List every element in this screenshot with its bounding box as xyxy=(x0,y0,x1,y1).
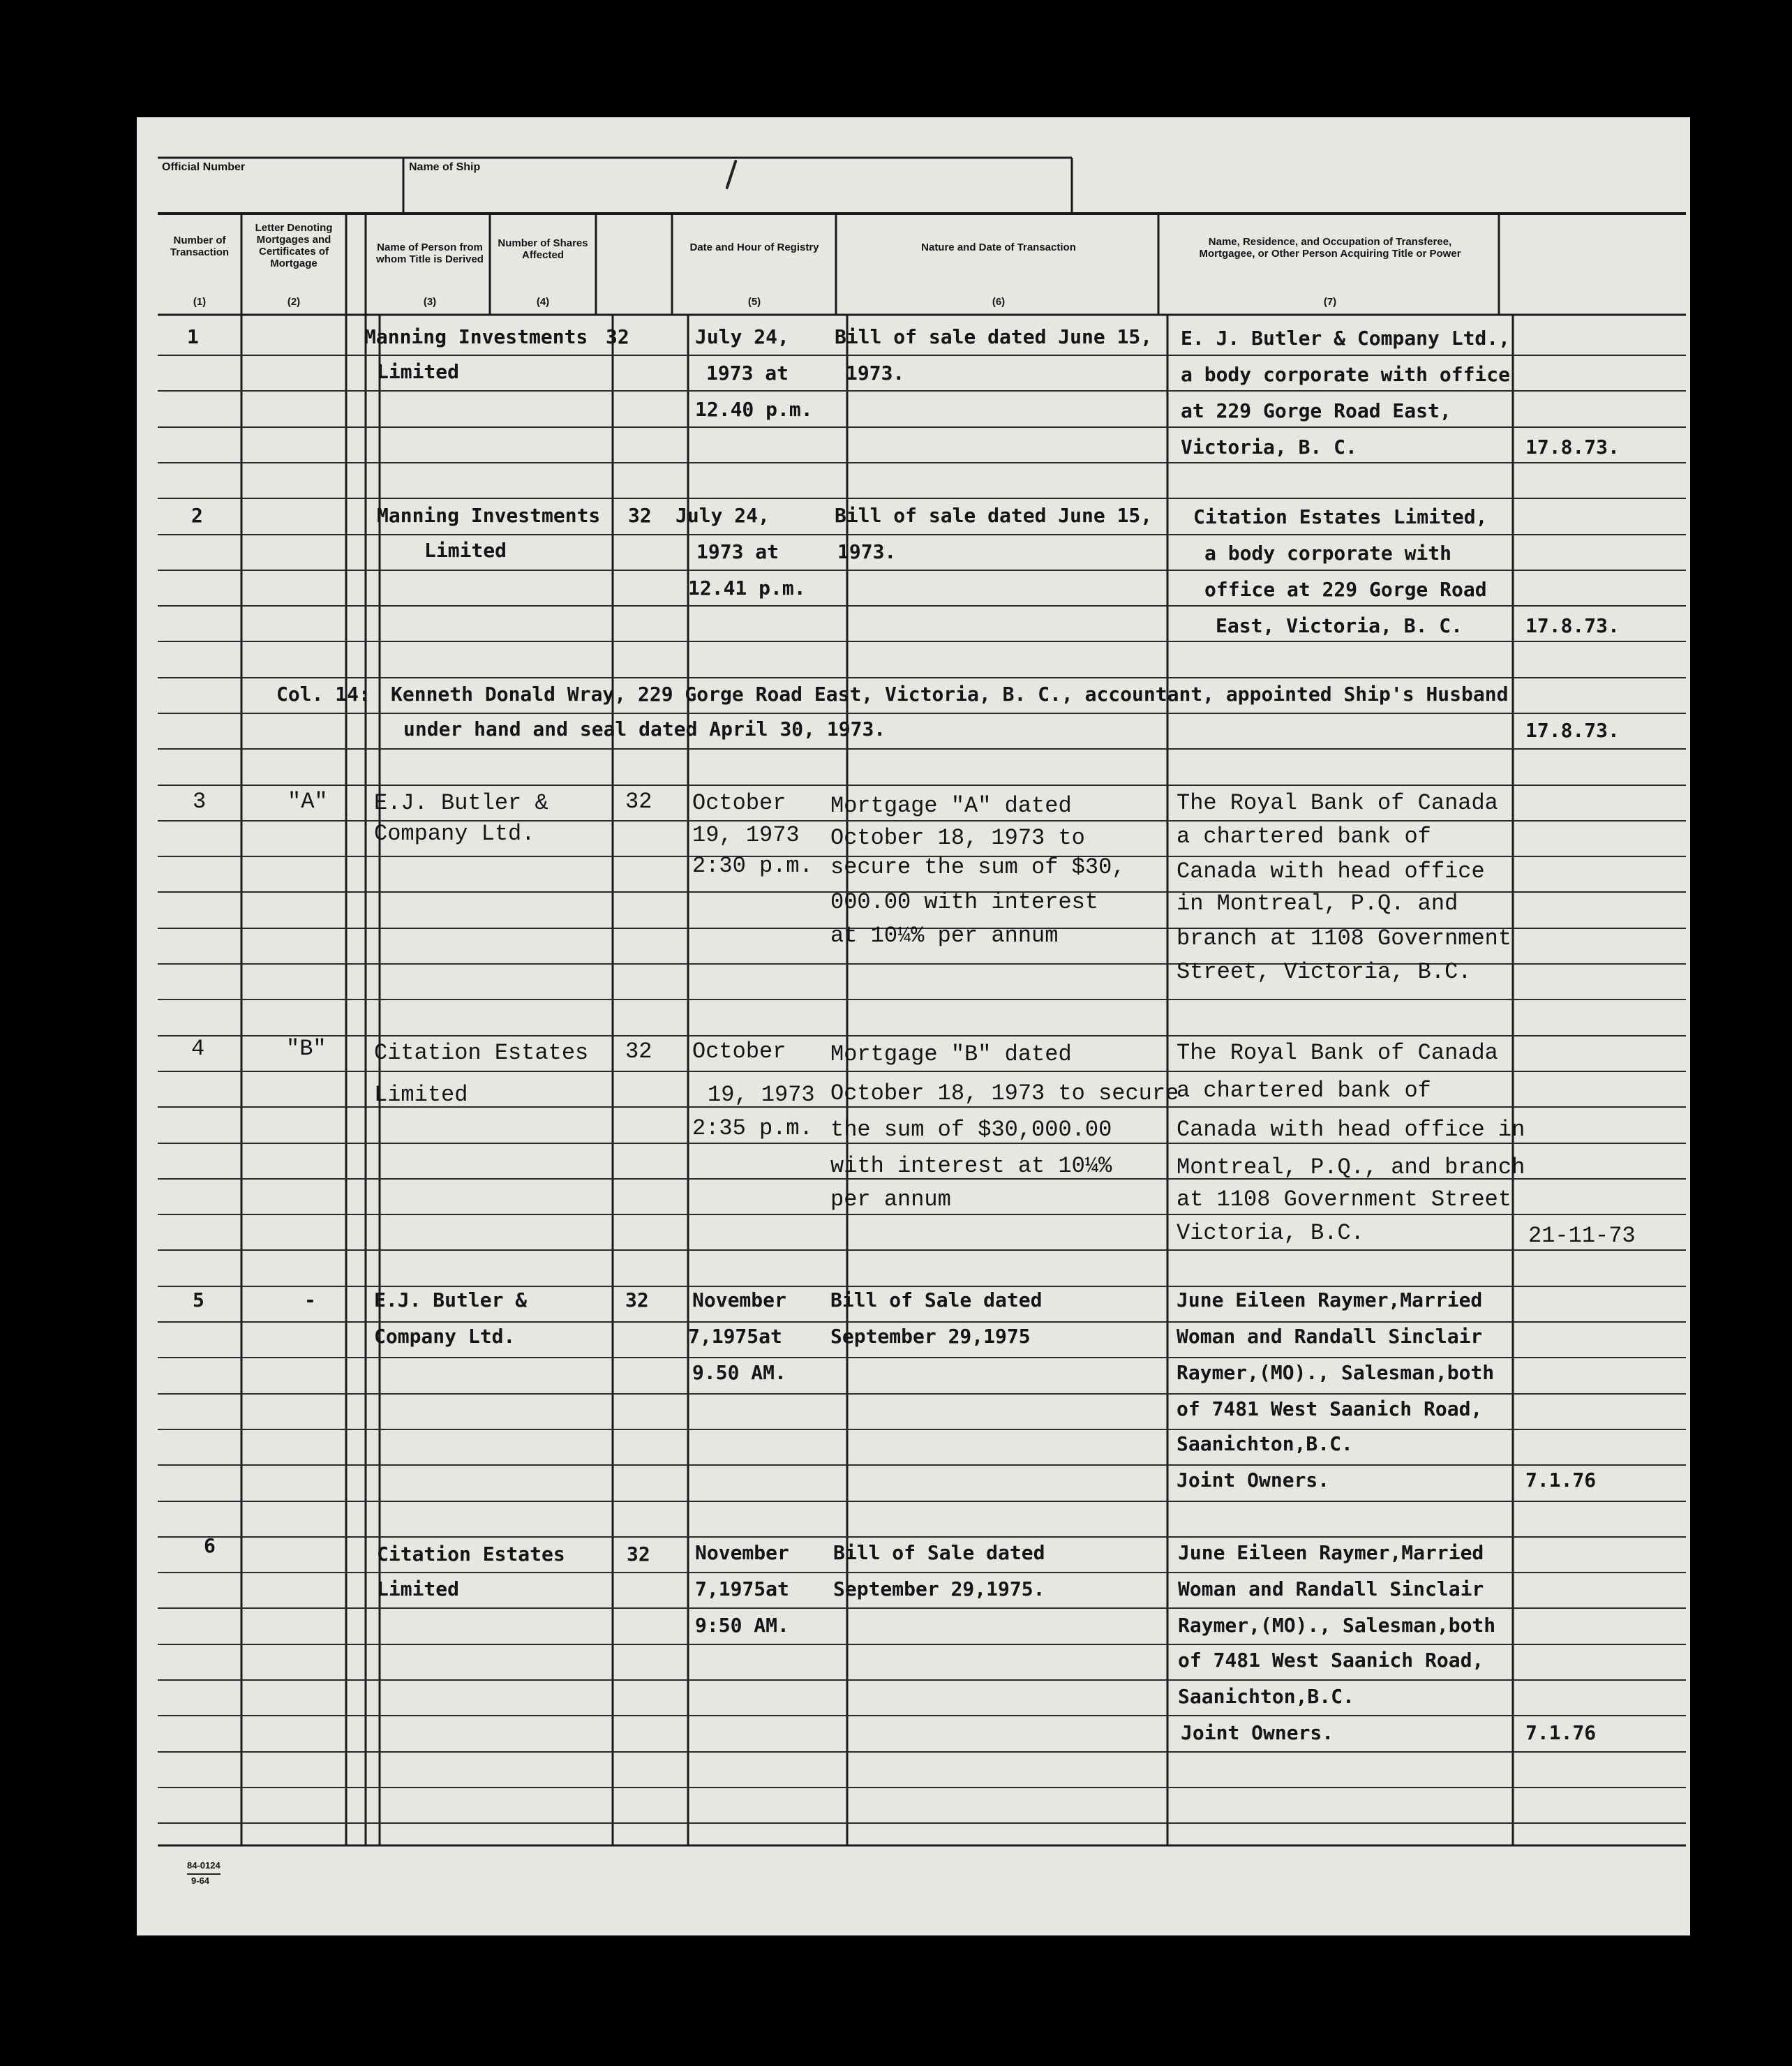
transaction-number: 5 xyxy=(193,1288,204,1311)
col-1-number: (1) xyxy=(193,296,207,308)
transferee-line: Woman and Randall Sinclair xyxy=(1177,1325,1483,1348)
form-number: 84-0124 xyxy=(187,1860,221,1871)
form-date: 9-64 xyxy=(191,1875,210,1886)
recorded-date: 17.8.73. xyxy=(1525,614,1620,637)
transferee-line: office at 229 Gorge Road xyxy=(1204,578,1487,601)
col-1-header: Number of Transaction xyxy=(170,235,230,258)
date-line: 1973 at xyxy=(696,540,779,563)
transferee-line: of 7481 West Saanich Road, xyxy=(1177,1397,1483,1420)
nature-line: September 29,1975 xyxy=(830,1325,1031,1348)
transferee-line: at 1108 Government Street xyxy=(1177,1187,1512,1212)
transferee-line: in Montreal, P.Q. and xyxy=(1177,891,1458,916)
date-line: July 24, xyxy=(675,504,770,527)
col-5-number: (5) xyxy=(747,296,761,308)
nature-line: 1973. xyxy=(846,362,905,385)
shares: 32 xyxy=(625,1039,652,1064)
date-line: 2:35 p.m. xyxy=(692,1115,813,1141)
nature-line: the sum of $30,000.00 xyxy=(830,1117,1112,1143)
transferee-line: a chartered bank of xyxy=(1177,1078,1431,1103)
transferee-line: Victoria, B. C. xyxy=(1181,436,1357,459)
col-4-header: Number of Shares Affected xyxy=(498,237,588,261)
transferee-line: Canada with head office in xyxy=(1177,1117,1525,1143)
from-line: Limited xyxy=(374,1082,468,1108)
nature-line: Mortgage "B" dated xyxy=(830,1041,1072,1067)
transferee-line: Street, Victoria, B.C. xyxy=(1177,959,1472,985)
from-line: Limited xyxy=(377,1577,460,1600)
transferee-line: a body corporate with xyxy=(1204,542,1452,565)
transferee-line: Citation Estates Limited, xyxy=(1193,505,1488,528)
recorded-date: 7.1.76 xyxy=(1525,1469,1597,1492)
nature-line: 1973. xyxy=(837,540,897,563)
transferee-line: of 7481 West Saanich Road, xyxy=(1178,1649,1484,1672)
from-line: E.J. Butler & xyxy=(374,1288,528,1311)
nature-line: Bill of Sale dated xyxy=(830,1288,1043,1311)
col-7-number: (7) xyxy=(1323,296,1337,308)
col-2-number: (2) xyxy=(287,296,301,308)
transaction-number: 2 xyxy=(191,504,203,527)
recorded-date: 21-11-73 xyxy=(1528,1223,1636,1249)
shares: 32 xyxy=(625,1288,649,1311)
nature-line: with interest at 10¼% xyxy=(830,1153,1112,1179)
transferee-line: Saanichton,B.C. xyxy=(1178,1685,1354,1708)
shares: 32 xyxy=(625,789,652,815)
from-line: Limited xyxy=(424,539,507,562)
note-line: under hand and seal dated April 30, 1973. xyxy=(403,718,886,741)
transferee-line: Joint Owners. xyxy=(1177,1469,1330,1492)
transferee-line: E. J. Butler & Company Ltd., xyxy=(1181,327,1511,350)
nature-line: October 18, 1973 to secure xyxy=(830,1080,1179,1106)
transferee-line: Victoria, B.C. xyxy=(1177,1220,1364,1246)
transferee-line: June Eileen Raymer,Married xyxy=(1178,1541,1484,1564)
transferee-line: Montreal, P.Q., and branch xyxy=(1177,1154,1525,1180)
col-6-number: (6) xyxy=(992,296,1006,308)
register-page xyxy=(137,117,1690,1935)
nature-line: at 10¼% per annum xyxy=(830,923,1059,949)
transferee-line: June Eileen Raymer,Married xyxy=(1177,1288,1483,1311)
date-line: 12.40 p.m. xyxy=(695,398,813,421)
date-line: November xyxy=(692,1288,786,1311)
from-line: Company Ltd. xyxy=(374,821,535,847)
from-line: Manning Investments xyxy=(364,325,588,348)
recorded-date: 17.8.73. xyxy=(1525,719,1620,742)
from-line: Manning Investments xyxy=(377,504,601,527)
col-3-number: (3) xyxy=(423,296,437,308)
transferee-line: The Royal Bank of Canada xyxy=(1177,1040,1498,1066)
mortgage-letter: "B" xyxy=(286,1036,327,1062)
transferee-line: a body corporate with office xyxy=(1181,363,1511,386)
transferee-line: Saanichton,B.C. xyxy=(1177,1432,1353,1455)
date-line: October xyxy=(692,1039,786,1064)
date-line: 9.50 AM. xyxy=(692,1361,786,1384)
recorded-date: 17.8.73. xyxy=(1525,436,1620,459)
date-line: 2:30 p.m. xyxy=(692,853,813,879)
date-line: 7,1975at xyxy=(695,1577,789,1600)
nature-line: Bill of sale dated June 15, xyxy=(835,504,1153,527)
recorded-date: 7.1.76 xyxy=(1525,1721,1597,1744)
transferee-line: Joint Owners. xyxy=(1181,1721,1334,1744)
note-label: Col. 14: xyxy=(276,683,371,706)
transaction-number: 1 xyxy=(187,325,199,348)
col-4-number: (4) xyxy=(536,296,550,308)
mortgage-letter: - xyxy=(304,1288,316,1311)
nature-line: per annum xyxy=(830,1187,951,1212)
date-line: 19, 1973 xyxy=(692,822,800,848)
nature-line: October 18, 1973 to xyxy=(830,825,1085,851)
nature-line: September 29,1975. xyxy=(833,1577,1045,1600)
date-line: 9:50 AM. xyxy=(695,1614,789,1637)
note-line: Kenneth Donald Wray, 229 Gorge Road East, Victoria, B. C., accountant, appointed Ship's Husband xyxy=(391,683,1509,706)
from-line: Citation Estates xyxy=(374,1040,589,1066)
transferee-line: East, Victoria, B. C. xyxy=(1216,614,1463,637)
date-line: 19, 1973 xyxy=(708,1082,815,1108)
nature-line: 000.00 with interest xyxy=(830,889,1099,915)
date-line: 7,1975at xyxy=(688,1325,782,1348)
transaction-number: 6 xyxy=(204,1534,216,1557)
col-5-header: Date and Hour of Registry xyxy=(689,241,819,253)
mortgage-letter: "A" xyxy=(288,789,328,815)
from-line: Company Ltd. xyxy=(374,1325,516,1348)
date-line: July 24, xyxy=(695,325,789,348)
transaction-number: 4 xyxy=(191,1036,205,1062)
transferee-line: Canada with head office xyxy=(1177,859,1485,884)
date-line: October xyxy=(692,790,786,816)
transferee-line: at 229 Gorge Road East, xyxy=(1181,399,1451,422)
official-number-label: Official Number xyxy=(162,161,246,173)
from-line: E.J. Butler & xyxy=(374,790,548,816)
transferee-line: Raymer,(MO)., Salesman,both xyxy=(1178,1614,1496,1637)
col-6-header: Nature and Date of Transaction xyxy=(921,241,1076,253)
nature-line: Bill of Sale dated xyxy=(833,1541,1045,1564)
shares: 32 xyxy=(627,1543,650,1566)
col-3-header: Name of Person from whom Title is Derived xyxy=(376,241,484,265)
date-line: November xyxy=(695,1541,789,1564)
col-2-header: Letter Denoting Mortgages and Certificates of Mortgage xyxy=(255,222,333,269)
nature-line: Mortgage "A" dated xyxy=(830,793,1072,819)
col-7-header: Name, Residence, and Occupation of Transferee, Mortgagee, or Other Person Acquiring Title or Power xyxy=(1199,236,1461,260)
shares: 32 xyxy=(606,325,629,348)
from-line: Limited xyxy=(377,360,460,383)
nature-line: Bill of sale dated June 15, xyxy=(835,325,1153,348)
transaction-number: 3 xyxy=(193,789,207,815)
transferee-line: The Royal Bank of Canada xyxy=(1177,790,1498,816)
from-line: Citation Estates xyxy=(377,1543,565,1566)
name-of-ship-label: Name of Ship xyxy=(409,161,481,173)
date-line: 1973 at xyxy=(706,362,789,385)
shares: 32 xyxy=(628,504,652,527)
nature-line: secure the sum of $30, xyxy=(830,854,1126,880)
transferee-line: a chartered bank of xyxy=(1177,824,1431,849)
transferee-line: Woman and Randall Sinclair xyxy=(1178,1577,1484,1600)
transferee-line: branch at 1108 Government xyxy=(1177,926,1512,951)
date-line: 12.41 p.m. xyxy=(688,577,806,600)
transferee-line: Raymer,(MO)., Salesman,both xyxy=(1177,1361,1495,1384)
